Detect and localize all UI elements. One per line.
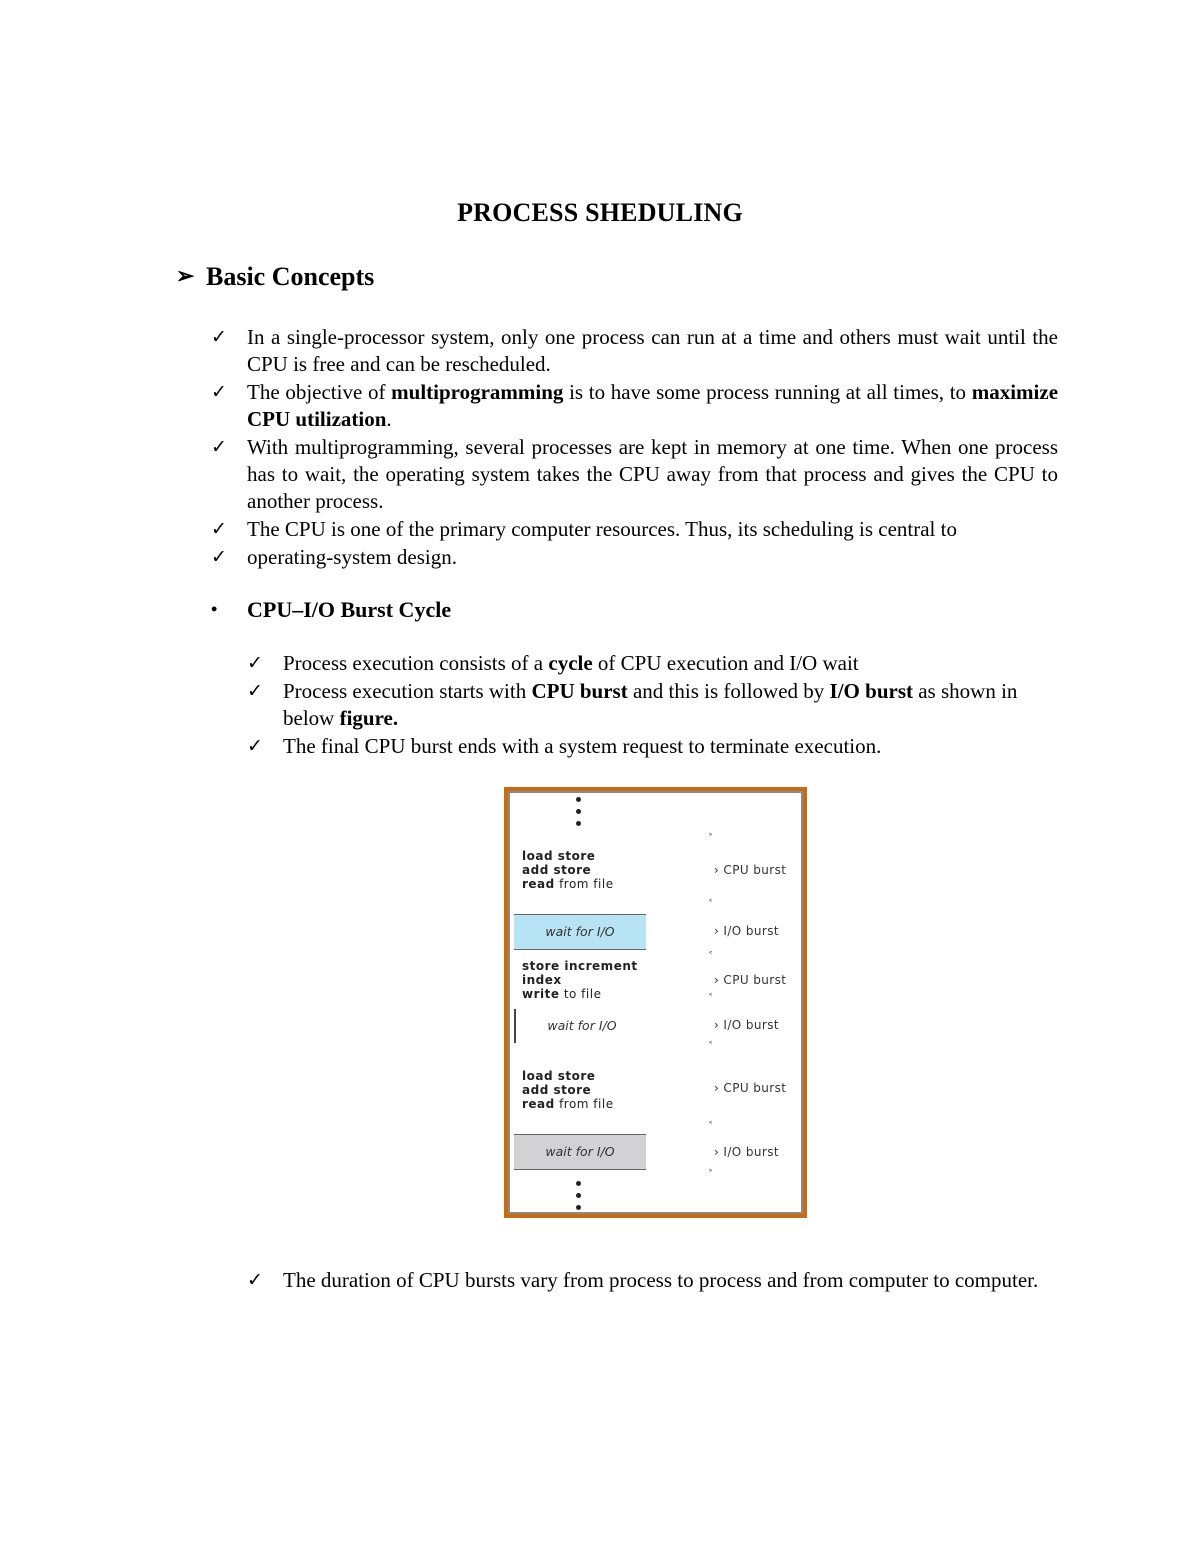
brace-tick: ˂ (708, 899, 713, 910)
text: operating-system design. (247, 545, 457, 569)
burst-label: › CPU burst (714, 1081, 787, 1095)
text: In a single-processor system, only one process can run at a time and others must wait until the CPU is free and can be rescheduled. (247, 325, 1058, 376)
brace-tick: ˂ (708, 1041, 713, 1052)
list-item (247, 733, 1027, 760)
text: The duration of CPU bursts vary from process to process and from computer to computer. (283, 1268, 1039, 1292)
check-icon: ✓ (247, 735, 263, 757)
list-item (247, 650, 1027, 677)
code-block-3 (522, 1069, 614, 1111)
wait-io-block-3: wait for I/O (514, 1134, 646, 1170)
burst-label: › I/O burst (714, 1018, 779, 1032)
bold-text: CPU burst (531, 679, 628, 703)
check-icon: ✓ (211, 326, 227, 348)
section-heading-basic-concepts (176, 262, 374, 292)
basic-concepts-list (211, 324, 1058, 572)
list-item (211, 516, 1058, 543)
ellipsis-dots-bottom (576, 1181, 582, 1217)
code-line: index (522, 973, 562, 987)
wait-io-block-1: wait for I/O (514, 914, 646, 950)
check-icon: ✓ (247, 680, 263, 702)
burst-label: › I/O burst (714, 924, 779, 938)
brace-tick: ˂ (708, 1121, 713, 1132)
burst-cycle-list (247, 650, 1027, 761)
bold-text: maximize CPU utilization (247, 380, 1059, 431)
page-title: PROCESS SHEDULING (457, 198, 743, 227)
text: With multiprogramming, several processes are kept in memory at one time. When one process has to wait, the operating system takes the CPU away from that process and gives the CPU to another process. (247, 435, 1058, 513)
text: Process execution starts with (283, 679, 532, 703)
code-line: add store (522, 1083, 592, 1097)
list-item (211, 324, 1058, 378)
code-line: load store (522, 1069, 596, 1083)
text: The objective of (247, 380, 392, 404)
list-item (211, 544, 1058, 571)
bullet-icon: • (211, 599, 218, 619)
check-icon: ✓ (211, 518, 227, 540)
text: The CPU is one of the primary computer resources. Thus, its scheduling is central to (247, 517, 957, 541)
check-icon: ✓ (211, 436, 227, 458)
list-item (247, 678, 1027, 732)
wait-io-block-2: wait for I/O (514, 1009, 648, 1043)
check-icon: ✓ (247, 652, 263, 674)
text: . (386, 407, 392, 431)
after-figure-list (247, 1267, 1047, 1294)
code-block-2 (522, 959, 638, 1001)
code-line: read from file (522, 1097, 614, 1111)
brace-tick: ˃ (708, 833, 713, 844)
arrow-right-icon: ➢ (176, 263, 195, 288)
code-block-1 (522, 849, 614, 891)
bold-text: I/O burst (829, 679, 913, 703)
code-line: read from file (522, 877, 614, 891)
burst-label: › I/O burst (714, 1145, 779, 1159)
bold-text: cycle (548, 651, 593, 675)
section-heading-text: Basic Concepts (206, 262, 375, 291)
burst-label: › CPU burst (714, 863, 787, 877)
check-icon: ✓ (211, 546, 227, 568)
check-icon: ✓ (247, 1269, 263, 1291)
sub-heading-text: CPU–I/O Burst Cycle (247, 597, 452, 622)
sub-heading-burst-cycle (211, 597, 451, 623)
text: Process execution consists of a (283, 651, 549, 675)
text: The final CPU burst ends with a system request to terminate execution. (283, 734, 882, 758)
check-icon: ✓ (211, 381, 227, 403)
brace-tick: ˂ (708, 993, 713, 1004)
brace-tick: ˃ (708, 1169, 713, 1180)
text: of CPU execution and I/O wait (592, 651, 859, 675)
text: is to have some process running at all times, to (563, 380, 972, 404)
code-line: add store (522, 863, 592, 877)
bold-text: multiprogramming (391, 380, 564, 404)
text: as shown in below (283, 679, 1018, 730)
list-item (211, 434, 1058, 515)
code-line: store increment (522, 959, 638, 973)
list-item (247, 1267, 1047, 1294)
burst-label: › CPU burst (714, 973, 787, 987)
code-line: load store (522, 849, 596, 863)
code-line: write to file (522, 987, 602, 1001)
text: and this is followed by (627, 679, 830, 703)
bold-text: figure. (339, 706, 399, 730)
list-item (211, 379, 1058, 433)
brace-tick: ˂ (708, 951, 713, 962)
cpu-io-burst-figure (504, 787, 807, 1218)
ellipsis-dots-top (576, 797, 582, 833)
